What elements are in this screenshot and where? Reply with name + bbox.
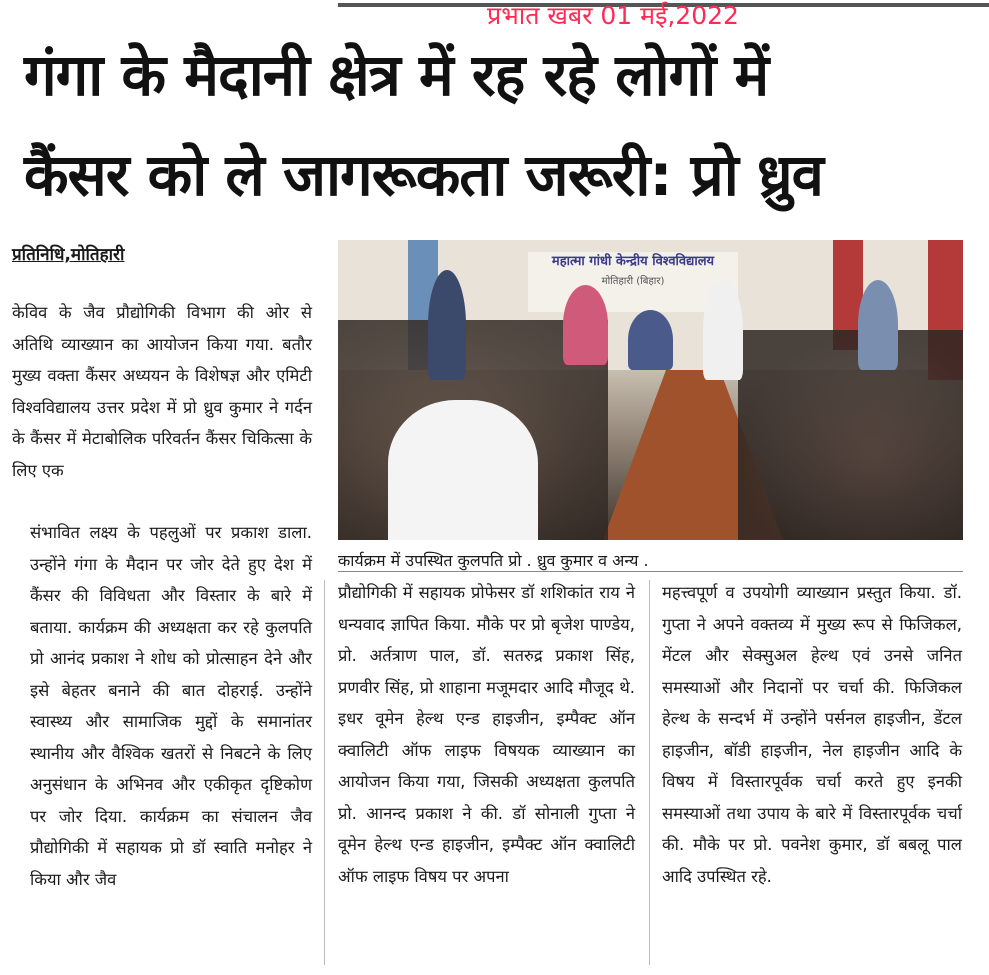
photo-caption: कार्यक्रम में उपस्थित कुलपति प्रो . ध्रुव कुमार व अन्य . <box>338 551 649 570</box>
headline-line-1: गंगा के मैदानी क्षेत्र में रह रहे लोगों में <box>24 41 769 109</box>
caption-rule <box>338 571 963 572</box>
photo-person <box>563 285 608 365</box>
article-paragraph: प्रौद्योगिकी में सहायक प्रोफेसर डॉ शशिकांत राय ने धन्यवाद ज्ञापित किया. मौके पर प्रो बृजेश पाण्डेय, प्रो. अर्तत्राण पाल, डॉ. सतरुद्र प्रकाश सिंह, प्रणवीर सिंह, प्रो शाहाना मजूमदार आदि मौजूद थे. इधर वूमेन हेल्थ एन्ड हाइजीन, इम्पैक्ट ऑन क्वालिटी ऑफ लाइफ विषयक व्याख्यान का आयोजन किया गया, जिसकी अध्यक्षता कुलपति प्रो. आनन्द प्रकाश ने की. डॉ सोनाली गुप्ता ने वूमेन हेल्थ एन्ड हाइजीन, इम्पैक्ट ऑन क्वालिटी ऑफ लाइफ विषय पर अपना <box>338 583 635 886</box>
photo-banner-title: महात्मा गांधी केन्द्रीय विश्वविद्यालय <box>551 254 715 269</box>
event-photo <box>338 240 963 540</box>
article-column-2 <box>338 577 635 892</box>
article-column-1-bottom <box>30 517 312 895</box>
headline-line-2: कैंसर को ले जागरूकता जरूरी: प्रो ध्रुव <box>24 141 823 209</box>
article-paragraph: केविव के जैव प्रौद्योगिकी विभाग की ओर से अतिथि व्याख्यान का आयोजन किया गया. बतौर मुख्य वक्ता कैंसर अध्ययन के विशेषज्ञ और एमिटी विश्वविद्यालय उत्तर प्रदेश में प्रो ध्रुव कुमार ने गर्दन के कैंसर में मेटाबोलिक परिवर्तन कैंसर चिकित्सा के लिए एक <box>12 303 312 480</box>
photo-person <box>388 400 538 540</box>
photo-person <box>703 280 743 380</box>
source-label: प्रभात खबर 01 मई,2022 <box>487 1 739 30</box>
article-column-3 <box>662 577 962 892</box>
article-paragraph: संभावित लक्ष्य के पहलुओं पर प्रकाश डाला. उन्होंने गंगा के मैदान पर जोर देते हुए देश में कैंसर की विविधता और विस्तार के बारे में बताया. कार्यक्रम की अध्यक्षता कर रहे कुलपति प्रो आनंद प्रकाश ने शोध को प्रोत्साहन देने और इसे बेहतर बनाने की बात दोहराई. उन्होंने स्वास्थ्य और सामाजिक मुद्दों के समानांतर स्थानीय और वैश्विक खतरों से निबटने के लिए अनुसंधान के अभिनव और एकीकृत दृष्टिकोण पर जोर दिया. कार्यक्रम का संचालन जैव प्रौद्योगिकी में सहायक प्रो डॉ स्वाति मनोहर ने किया और जैव <box>30 523 312 889</box>
photo-person <box>628 310 673 370</box>
column-divider <box>324 580 325 965</box>
photo-audience-right <box>738 330 963 540</box>
article-column-1-top <box>12 297 312 486</box>
column-divider <box>649 580 650 965</box>
photo-banner-subtitle: मोतिहारी (बिहार) <box>601 276 665 287</box>
byline: प्रतिनिधि,मोतिहारी <box>12 245 125 265</box>
photo-person <box>858 280 898 370</box>
photo-person <box>428 270 466 380</box>
article-paragraph: महत्त्वपूर्ण व उपयोगी व्याख्यान प्रस्तुत किया. डॉ. गुप्ता ने अपने वक्तव्य में मुख्य रूप से फिजिकल, मेंटल और सेक्सुअल हेल्थ एवं उनसे जनित समस्याओं और निदानों पर चर्चा की. फिजिकल हेल्थ के सन्दर्भ में उन्होंने पर्सनल हाइजीन, डेंटल हाइजीन, बॉडी हाइजीन, नेल हाइजीन आदि के विषय में विस्तारपूर्वक चर्चा करते हुए इनकी समस्याओं तथा उपाय के बारे में विस्तारपूर्वक चर्चा की. मौके पर प्रो. पवनेश कुमार, डॉ बबलू पाल आदि उपस्थित रहे. <box>662 583 962 886</box>
